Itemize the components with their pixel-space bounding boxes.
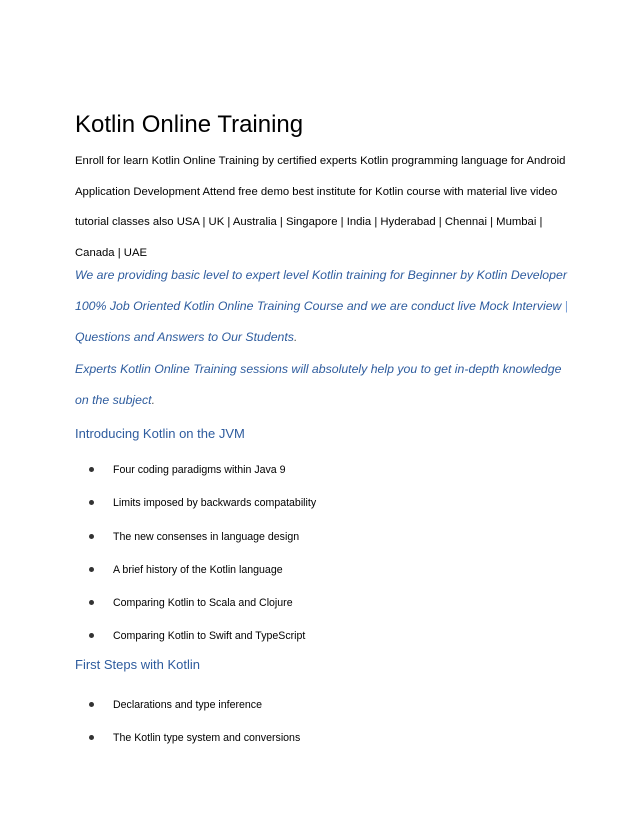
list-item-text: Limits imposed by backwards compatability bbox=[113, 497, 317, 510]
period-mark: . bbox=[293, 330, 298, 344]
list-item-text: Four coding paradigms within Java 9 bbox=[113, 464, 286, 476]
highlight-line bbox=[75, 296, 569, 327]
bullet-list-jvm bbox=[75, 461, 316, 661]
list-item bbox=[75, 561, 316, 594]
period-mark: . bbox=[151, 393, 155, 407]
list-item-text: Declarations and type inference bbox=[113, 699, 262, 711]
bullet-icon bbox=[89, 702, 94, 707]
intro-line: Application Development Attend free demo best institute for Kotlin course with material live video bbox=[75, 185, 558, 198]
intro-line: Enroll for learn Kotlin Online Training by certified experts Kotlin programming language for Android bbox=[75, 155, 566, 167]
highlight-text: on the subject bbox=[75, 393, 152, 407]
list-item bbox=[75, 594, 316, 627]
list-item-text: The new consenses in language design bbox=[113, 530, 300, 543]
list-item bbox=[75, 461, 316, 494]
list-item-text: A brief history of the Kotlin language bbox=[113, 563, 283, 576]
highlight-paragraph-1 bbox=[75, 265, 569, 358]
list-item bbox=[75, 696, 300, 729]
highlight-line bbox=[75, 390, 565, 421]
bullet-list-first-steps bbox=[75, 696, 300, 763]
list-item-text: Comparing Kotlin to Scala and Clojure bbox=[113, 597, 293, 610]
bullet-icon bbox=[89, 500, 94, 505]
list-item bbox=[75, 494, 316, 527]
highlight-paragraph-2 bbox=[75, 359, 565, 421]
highlight-text: Questions and Answers to Our Students bbox=[75, 330, 294, 344]
intro-line: Canada | UAE bbox=[75, 247, 148, 260]
bullet-icon bbox=[89, 467, 94, 472]
highlight-line bbox=[75, 327, 565, 358]
highlight-line: We are providing basic level to expert level Kotlin training for Beginner by Kotlin Developer bbox=[75, 268, 567, 282]
pipe-separator: | bbox=[564, 299, 569, 313]
section-heading-jvm: Introducing Kotlin on the JVM bbox=[75, 426, 245, 441]
list-item-text: The Kotlin type system and conversions bbox=[113, 732, 301, 745]
intro-paragraph bbox=[75, 151, 565, 274]
list-item bbox=[75, 528, 316, 561]
highlight-line: Experts Kotlin Online Training sessions will absolutely help you to get in-depth knowledge bbox=[75, 362, 562, 376]
bullet-icon bbox=[89, 534, 94, 539]
bullet-icon bbox=[89, 633, 94, 638]
bullet-icon bbox=[89, 600, 94, 605]
list-item bbox=[75, 729, 300, 762]
intro-line: tutorial classes also USA | UK | Australia | Singapore | India | Hyderabad | Chennai | Mumbai | bbox=[75, 216, 543, 229]
bullet-icon bbox=[89, 567, 94, 572]
highlight-text: 100% Job Oriented Kotlin Online Training Course and we are conduct live Mock Interview bbox=[75, 299, 562, 313]
section-heading-first-steps: First Steps with Kotlin bbox=[75, 657, 200, 672]
page-title: Kotlin Online Training bbox=[75, 111, 304, 138]
list-item-text: Comparing Kotlin to Swift and TypeScript bbox=[113, 630, 306, 643]
bullet-icon bbox=[89, 735, 94, 740]
